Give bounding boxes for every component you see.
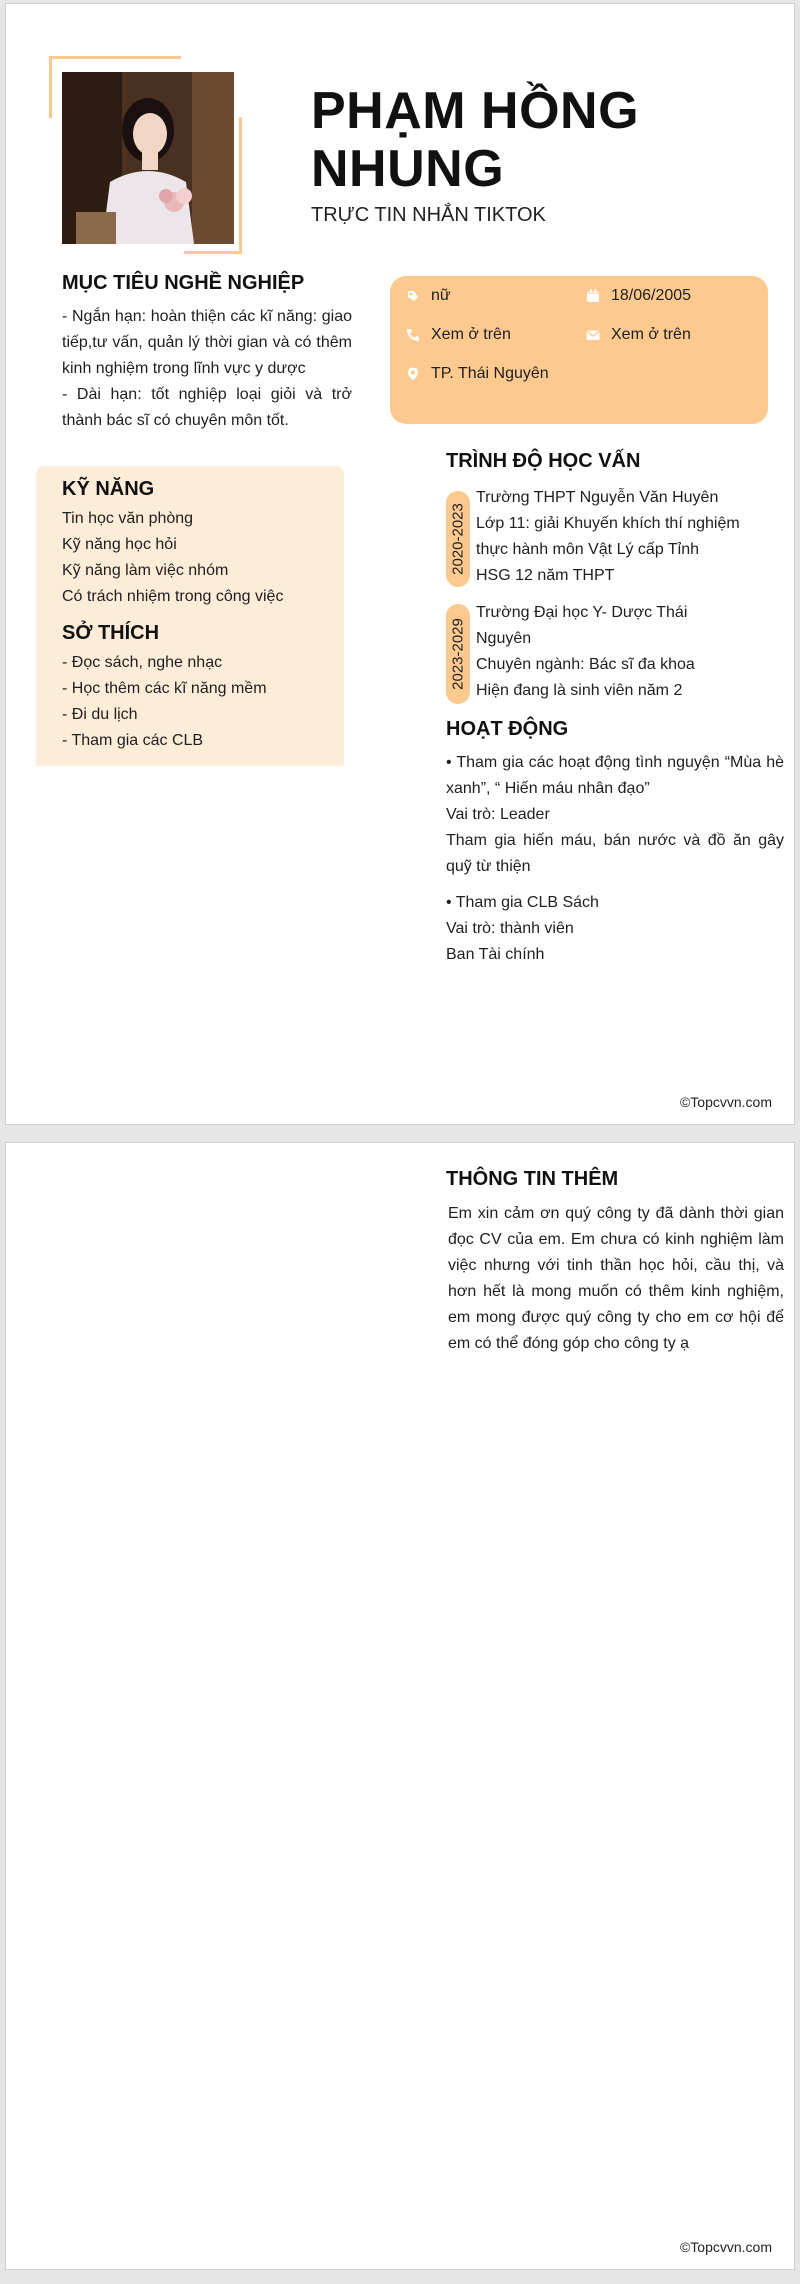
cv-page-2 [5,1142,795,2270]
candidate-subtitle: TRỰC TIN NHẮN TIKTOK [311,204,546,226]
activity-line: Vai trò: Leader [446,806,550,823]
phone-value: Xem ở trên [431,326,511,343]
education-line: HSG 12 năm THPT [476,567,615,584]
education-details [476,485,776,589]
hobbies-title: SỞ THÍCH [62,622,160,644]
education-line: Trường Đại học Y- Dược Thái Nguyên [476,604,688,647]
education-line: Chuyên ngành: Bác sĩ đa khoa [476,656,695,673]
phone-row [404,326,511,344]
hobby-item: - Tham gia các CLB [62,732,204,749]
education-period: 2023-2029 [449,618,467,690]
objective-title: MỤC TIÊU NGHỀ NGHIỆP [62,272,305,294]
education-period-badge [446,491,470,587]
skills-list [62,506,283,610]
cv-page-1 [5,3,795,1125]
education-line: Hiện đang là sinh viên năm 2 [476,682,683,699]
skills-title: KỸ NĂNG [62,478,155,500]
email-value: Xem ở trên [611,326,691,343]
education-line: Trường THPT Nguyễn Văn Huyên [476,489,719,506]
activity-line: • Tham gia các hoạt động tình nguyện “Mùa hè xanh”, “ Hiến máu nhân đạo” [446,754,784,797]
hobby-item: - Đi du lịch [62,706,138,723]
calendar-icon [584,287,602,305]
activity-block [446,750,784,880]
gender-icon [404,287,422,305]
email-icon [584,326,602,344]
more-info-text: Em xin cảm ơn quý công ty đã dành thời gian đọc CV của em. Em chưa có kinh nghiệm làm việc nhưng với tinh thần học hỏi, cầu thị, và hơn hết là mong muốn có thêm kinh nghiệm, em mong được quý công ty cho em cơ hội để em có thể đóng góp cho công ty ạ [448,1205,784,1352]
location-icon [404,365,422,383]
profile-photo [62,72,234,244]
education-period: 2020-2023 [449,503,467,575]
hobby-item: - Học thêm các kĩ năng mềm [62,680,267,697]
footer-copyright: ©Topcvvn.com [679,1094,772,1110]
footer-copyright: ©Topcvvn.com [679,2239,772,2255]
skill-item: Tin học văn phòng [62,510,194,527]
activity-line: Tham gia hiến máu, bán nước và đồ ăn gây quỹ từ thiện [446,832,784,875]
objective-line: - Ngắn hạn: hoàn thiện các kĩ năng: giao tiếp,tư vấn, quản lý thời gian và có thêm kinh nghiệm trong lĩnh vực y dược [62,308,352,377]
birthday-row [584,287,691,305]
objective-line: - Dài hạn: tốt nghiệp loại giỏi và trở thành bác sĩ có chuyên môn tốt. [62,386,352,429]
activity-block [446,890,784,968]
address-row [404,365,549,383]
gender-value: nữ [431,287,451,304]
objective-text [62,304,352,434]
phone-icon [404,326,422,344]
education-title: TRÌNH ĐỘ HỌC VẤN [446,450,641,472]
education-period-badge [446,604,470,704]
skill-item: Có trách nhiệm trong công việc [62,588,284,605]
hobbies-list [62,650,267,754]
skill-item: Kỹ năng làm việc nhóm [62,562,229,579]
activity-line: • Tham gia CLB Sách [446,894,599,911]
skill-item: Kỹ năng học hỏi [62,536,177,553]
activity-line: Ban Tài chính [446,946,545,963]
education-details [476,600,706,704]
more-info-title: THÔNG TIN THÊM [446,1168,619,1190]
gender-row [404,287,451,305]
candidate-name: PHẠM HỒNG NHUNG [311,82,640,198]
education-line: Lớp 11: giải Khuyến khích thí nghiệm thực hành môn Vật Lý cấp Tỉnh [476,515,740,558]
activities-title: HOẠT ĐỘNG [446,718,569,740]
address-value: TP. Thái Nguyên [431,365,549,382]
birthday-value: 18/06/2005 [611,287,692,304]
email-row [584,326,691,344]
hobby-item: - Đọc sách, nghe nhạc [62,654,223,671]
activity-line: Vai trò: thành viên [446,920,574,937]
